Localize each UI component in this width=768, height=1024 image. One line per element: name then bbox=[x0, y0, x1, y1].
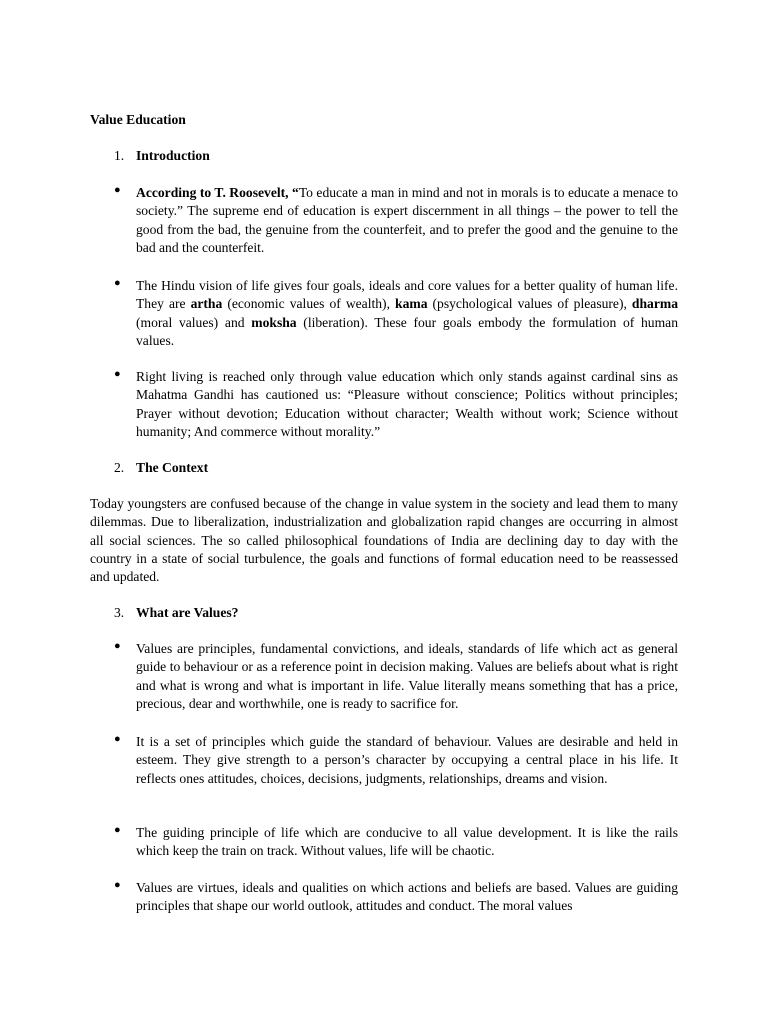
bold-lead: According to T. Roosevelt, “ bbox=[136, 185, 299, 200]
bullet-text bbox=[136, 184, 678, 257]
bullet-text: The guiding principle of life which are conducive to all value development. It is like the rails which keep the train on track. Without values, life will be chaotic. bbox=[136, 825, 678, 859]
bullet-text: Values are principles, fundamental convictions, and ideals, standards of life which act as general guide to behaviour or as a reference point in decision making. Values are beliefs about what is right and what is wrong and what is important in life. Value literally means something that has a price, precious, dear and worthwhile, one is ready to sacrifice for. bbox=[136, 641, 678, 711]
term-dharma: dharma bbox=[631, 296, 678, 312]
term-kama: kama bbox=[395, 296, 428, 312]
text-run: (moral values) and bbox=[136, 314, 252, 330]
section-heading-context bbox=[114, 459, 208, 477]
text-run: (psychological values of pleasure), bbox=[427, 296, 632, 312]
bullet-text: Values are virtues, ideals and qualities on which actions and beliefs are based. Values are guiding principles that shape our world outlook, attitudes and conduct. The moral values bbox=[136, 880, 678, 914]
term-artha: artha bbox=[190, 296, 223, 312]
section-heading-introduction bbox=[114, 147, 210, 165]
bullet-text bbox=[136, 277, 678, 350]
bullet-text: Right living is reached only through value education which only stands against cardinal sins as Mahatma Gandhi has cautioned us: “Pleasure without conscience; Politics without principles; Prayer without devotion; Education without character; Wealth without work; Science without humanity; And commerce without morality.” bbox=[136, 369, 678, 439]
bullet-icon: ● bbox=[114, 733, 121, 745]
bullet-icon: ● bbox=[114, 277, 121, 289]
section-number: 3. bbox=[114, 605, 125, 620]
bullet-icon: ● bbox=[114, 184, 121, 196]
section-number: 1. bbox=[114, 148, 125, 163]
bullet-icon: ● bbox=[114, 824, 121, 836]
section-title: What are Values? bbox=[136, 605, 239, 620]
section-title: The Context bbox=[136, 460, 209, 475]
bullet-text: It is a set of principles which guide the standard of behaviour. Values are desirable and held in esteem. They give strength to a person’s character by occupying a central place in his life. It reflects ones attitudes, choices, decisions, judgments, relationships, dreams and vision. bbox=[136, 734, 678, 786]
bullet-body: To educate a man in mind and not in morals is to educate a menace to society.” The supreme end of education is expert discernment in all things – the power to tell the good from the bad, the genuine from the counterfeit, and to prefer the good and the genuine to the bad and the counterfeit. bbox=[136, 185, 678, 255]
bullet-icon: ● bbox=[114, 368, 121, 380]
section-number: 2. bbox=[114, 460, 125, 475]
section-heading-values bbox=[114, 604, 238, 622]
bullet-icon: ● bbox=[114, 640, 121, 652]
text-run: The Hindu vision of life gives four goals, ideals and core values for a better quality of human life. They are bbox=[136, 278, 678, 312]
section-title: Introduction bbox=[136, 148, 210, 163]
text-run: (liberation). These four goals embody the formulation of human values. bbox=[136, 314, 679, 348]
bullet-icon: ● bbox=[114, 879, 121, 891]
term-moksha: moksha bbox=[251, 314, 297, 330]
text-run: (economic values of wealth), bbox=[222, 296, 396, 312]
document-title: Value Education bbox=[90, 112, 186, 127]
context-paragraph: Today youngsters are confused because of the change in value system in the society and lead them to many dilemmas. Due to liberalization, industrialization and globalization rapid changes are occurring in almost all social sciences. The so called philosophical foundations of India are declining day to day with the country in a state of social turbulence, the goals and functions of formal education need to be reassessed and updated. bbox=[90, 496, 678, 585]
